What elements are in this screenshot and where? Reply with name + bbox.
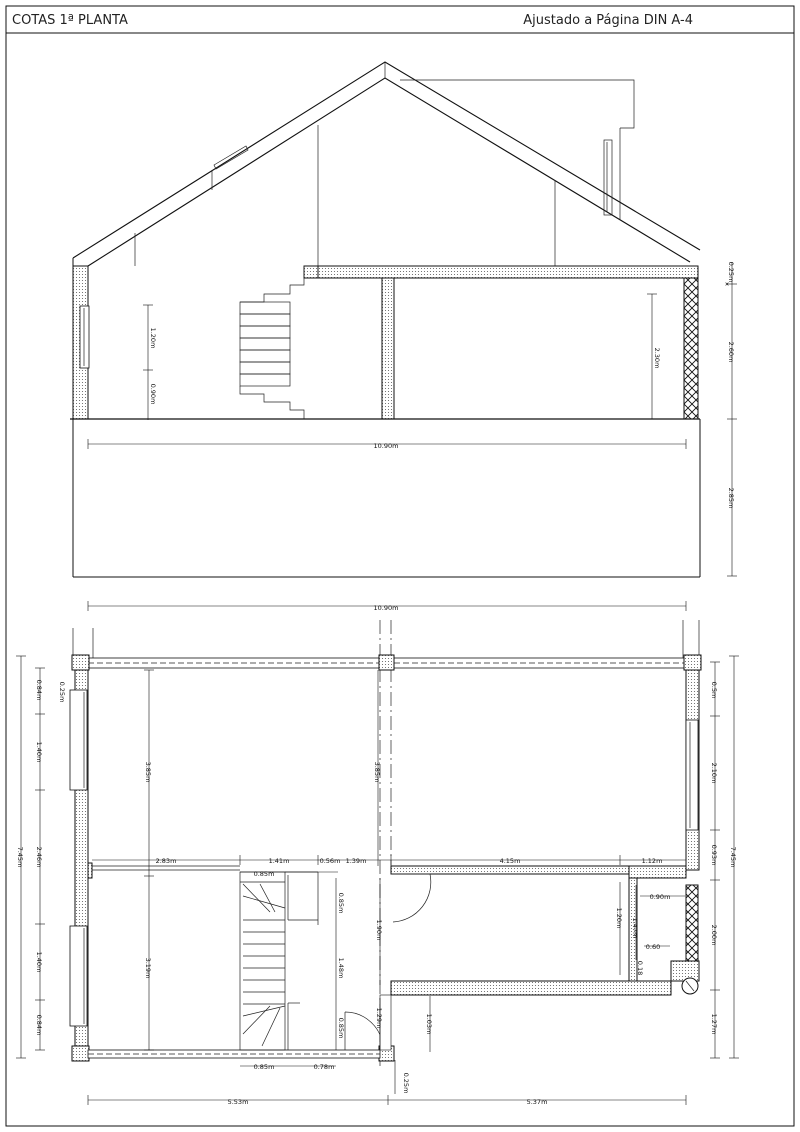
- dim-plan-5-53: 5.53m: [227, 1098, 249, 1106]
- dim-stair-1-48: 1.48m: [337, 957, 345, 979]
- dim-section-2-60: 2.60m: [727, 341, 735, 363]
- dim-section-0-25: 0.25m: [727, 261, 735, 283]
- building-section: [70, 62, 700, 577]
- dim-plan-10-90: 10.90m: [373, 604, 399, 612]
- sheet-title: COTAS 1ª PLANTA: [12, 13, 128, 28]
- dim-left-0-25: 0.25m: [58, 681, 66, 703]
- dim-room-2-30: 2.30m: [653, 347, 661, 369]
- dim-left-2-46: 2.46m: [35, 846, 43, 868]
- dim-mid-2-83: 2.83m: [155, 857, 177, 865]
- dim-bath-1-47: 1.47m: [631, 917, 639, 939]
- dim-stair-0-85c: 0.85m: [337, 1017, 345, 1039]
- dim-stair-0-85a: 0.85m: [253, 870, 275, 878]
- dim-right-total: 7.45m: [729, 846, 737, 868]
- dim-window-0-90: 0.90m: [149, 383, 157, 405]
- sheet-frame: [6, 6, 794, 1126]
- dim-left-1-40b: 1.40m: [35, 951, 43, 973]
- dim-stair-0-85b: 0.85m: [337, 892, 345, 914]
- dim-door-1-03: 1.03m: [425, 1013, 433, 1035]
- dim-door-1-29: 1.29m: [375, 1007, 383, 1029]
- dim-stair-0-85d: 0.85m: [253, 1063, 275, 1071]
- sheet-subtitle: Ajustado a Página DIN A-4: [523, 13, 693, 28]
- dim-left-0-84a: 0.84m: [35, 679, 43, 701]
- floor-plan: [70, 601, 701, 1070]
- dim-left-1-40a: 1.40m: [35, 741, 43, 763]
- dim-right-0-5: 0.5m: [710, 681, 718, 699]
- dim-bath-0-18: 0.18: [636, 960, 644, 976]
- dim-mid-4-15: 4.15m: [499, 857, 521, 865]
- dim-mid-1-39: 1.39m: [345, 857, 367, 865]
- dim-stair-0-78: 0.78m: [313, 1063, 335, 1071]
- dim-window-1-20: 1.20m: [149, 327, 157, 349]
- dim-section-10-90: 10.90m: [373, 442, 399, 450]
- dim-bottom-0-25: 0.25m: [402, 1072, 410, 1094]
- dim-left-total: 7.45m: [16, 846, 24, 868]
- dim-right-1-27: 1.27m: [710, 1013, 718, 1035]
- dim-right-0-93: 0.93m: [710, 844, 718, 866]
- dim-plan-5-37: 5.37m: [526, 1098, 548, 1106]
- dim-door-1-90: 1.90m: [375, 919, 383, 941]
- dim-mid-1-41: 1.41m: [268, 857, 290, 865]
- dim-mid-0-56: 0.56m: [319, 857, 341, 865]
- dim-section-2-85: 2.85m: [727, 487, 735, 509]
- dim-room-3-19: 3.19m: [144, 957, 152, 979]
- dim-bath-0-60: 0.60: [645, 943, 661, 951]
- dim-room-3-85b: 3.85m: [373, 761, 381, 783]
- dim-bath-0-90: 0.90m: [649, 893, 671, 901]
- dim-right-2-00: 2.00m: [710, 924, 718, 946]
- dim-mid-1-12: 1.12m: [641, 857, 663, 865]
- dim-left-0-84b: 0.84m: [35, 1014, 43, 1036]
- dim-right-2-10: 2.10m: [710, 762, 718, 784]
- dim-bath-1-20: 1.20m: [615, 907, 623, 929]
- dim-room-3-85a: 3.85m: [144, 761, 152, 783]
